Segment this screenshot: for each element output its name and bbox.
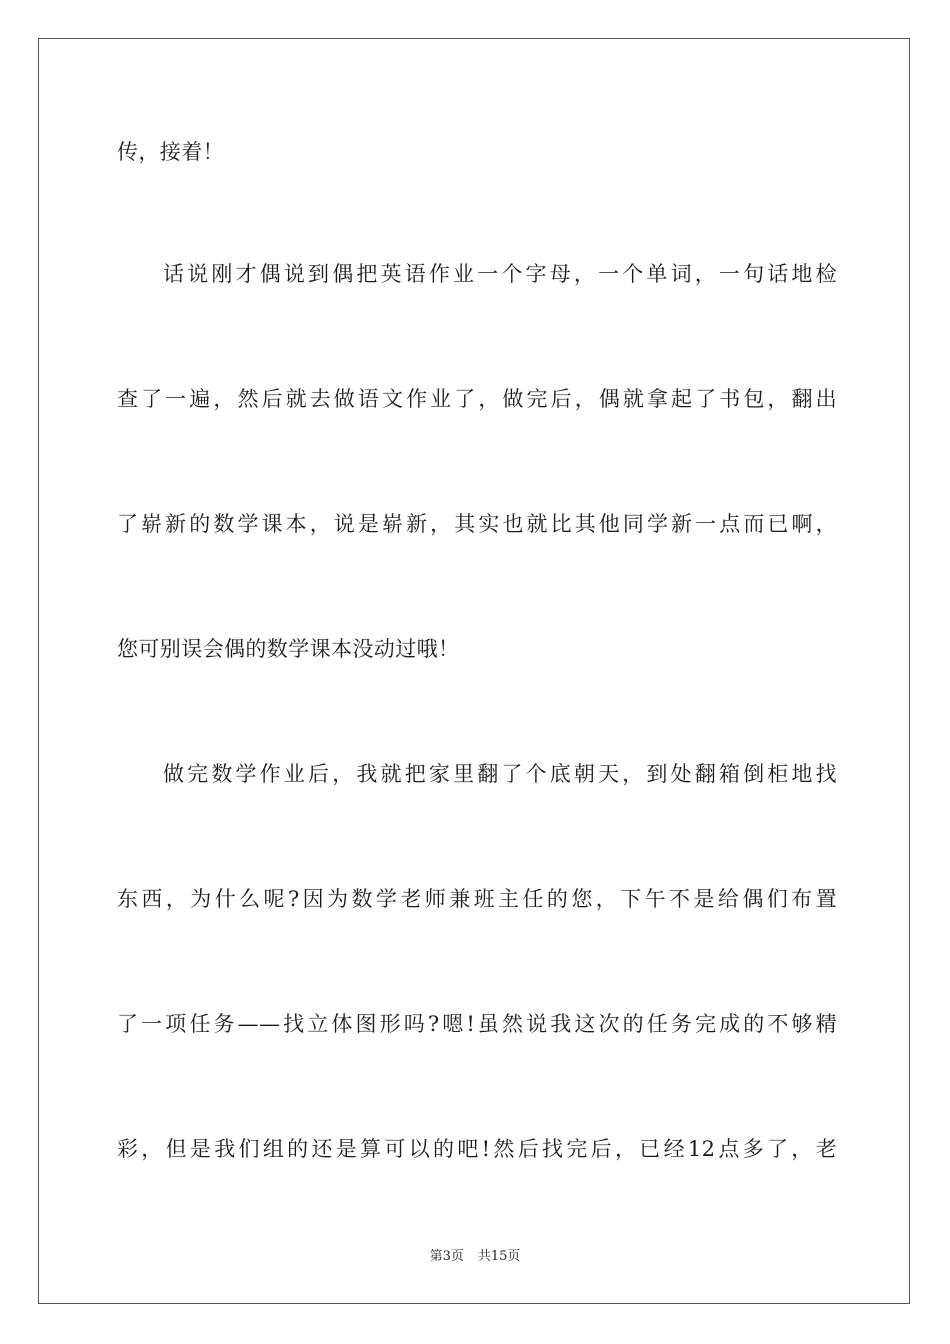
text-line: 彩，但是我们组的还是算可以的吧!然后找完后，已经12点多了，老 — [117, 1137, 837, 1161]
page-border — [38, 38, 910, 1304]
paragraph-first-line: 话说刚才偶说到偶把英语作业一个字母，一个单词，一句话地检 — [163, 262, 837, 286]
text-line: 传，接着！ — [117, 140, 224, 164]
page-footer — [0, 1248, 950, 1266]
paragraph-first-line: 做完数学作业后，我就把家里翻了个底朝天，到处翻箱倒柜地找 — [163, 762, 837, 786]
text-line: 查了一遍，然后就去做语文作业了，做完后，偶就拿起了书包，翻出 — [117, 387, 837, 411]
text-line: 了一项任务——找立体图形吗?嗯!虽然说我这次的任务完成的不够精 — [117, 1012, 837, 1036]
text-line: 了崭新的数学课本，说是崭新，其实也就比其他同学新一点而已啊， — [117, 512, 837, 536]
page-number: 第3页 — [429, 1249, 464, 1264]
text-line: 东西，为什么呢?因为数学老师兼班主任的您，下午不是给偶们布置 — [117, 887, 837, 911]
text-line: 您可别误会偶的数学课本没动过哦！ — [117, 637, 460, 661]
page-total: 共15页 — [477, 1249, 521, 1264]
